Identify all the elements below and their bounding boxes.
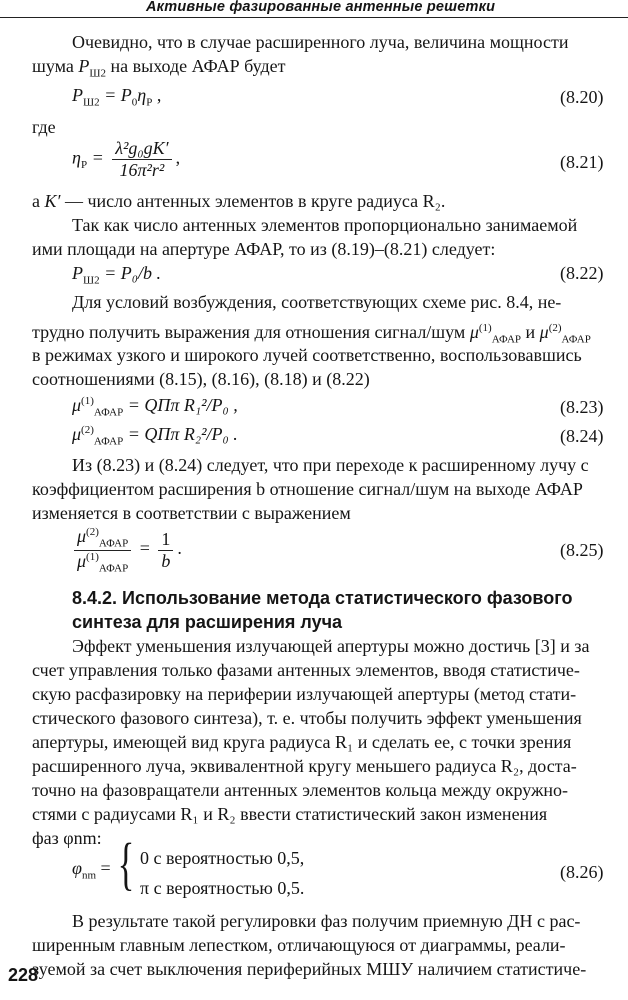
eq-number-8-20: (8.20)	[560, 87, 604, 107]
equation-8-21: $\eta_Р$ = $\frac{\text{λ²g₀gK′}}{\text{16π²r²}}$ ,	[72, 138, 181, 180]
eq-number-8-26: (8.26)	[560, 862, 604, 882]
para2-line2: Так как число антенных элементов пропорционально занимаемой	[72, 215, 578, 235]
eq-number-8-21: (8.21)	[560, 152, 604, 172]
page-number: 228	[8, 965, 39, 985]
sym: =	[96, 858, 111, 878]
sym: φ	[72, 858, 82, 878]
para6-line: В результате такой регулировки фаз получим приемную ДН с рас-	[72, 911, 581, 931]
equation-8-26-lhs	[72, 858, 111, 882]
sym: = P	[99, 85, 132, 105]
para5-line: апертуры, имеющей вид круга радиуса R₁ и сделать ее, с точки зрения	[32, 732, 572, 752]
sub: Ш2	[83, 96, 100, 109]
sym: = QΠπ R₂²/P₀ .	[123, 424, 238, 444]
sym: = P₀/b .	[99, 263, 162, 283]
para4-line1: Из (8.23) и (8.24) следует, что при переходе к расширенному лучу с	[72, 455, 589, 475]
subscript: Ш2	[89, 67, 106, 80]
para6-line: ширенным главным лепестком, отличающуюся от диаграммы, реали-	[32, 935, 566, 955]
sym: μ	[77, 526, 87, 546]
para5-line: счет управления только фазами антенных элементов, вводя статистиче-	[32, 660, 580, 680]
equation-8-23	[72, 395, 238, 419]
para5-line: фаз φnm:	[32, 828, 102, 848]
para1-line1: Очевидно, что в случае расширенного луча, величина мощности	[72, 32, 569, 52]
eq826-case2: π с вероятностью 0,5.	[140, 878, 305, 898]
sub: АФАР	[93, 406, 124, 419]
eq826-case1: 0 с вероятностью 0,5,	[140, 848, 305, 868]
equation-8-22	[72, 263, 161, 287]
sup: (2)	[86, 526, 99, 538]
sup: (1)	[86, 550, 99, 563]
denominator: 16π²r²	[119, 160, 165, 180]
para4-line3: изменяется в соответствии с выражением	[32, 503, 351, 523]
sub: АФАР	[98, 537, 129, 550]
sup: (2)	[81, 424, 94, 436]
sub: Р	[80, 159, 88, 172]
eq-number-8-22: (8.22)	[560, 263, 604, 283]
symbol: P	[78, 56, 90, 76]
mu-symbol: μ	[469, 322, 479, 342]
para3-line1: Для условий возбуждения, соответствующих схеме рис. 8.4, не-	[72, 292, 562, 312]
numerator: λ²g₀gK′	[112, 138, 171, 160]
running-header	[0, 0, 628, 18]
para3-line4: соотношениями (8.15), (8.16), (8.18) и (8.22)	[32, 369, 370, 389]
para2-line1	[32, 189, 445, 213]
section-heading-line2: синтеза для расширения луча	[72, 612, 343, 632]
equation-8-24	[72, 424, 238, 448]
para3-line3: в режимах узкого и широкого лучей соответственно, воспользовавшись	[32, 345, 582, 365]
sym: = QΠπ R₁²/P₀ ,	[123, 395, 238, 415]
numerator	[74, 526, 131, 551]
mu-symbol: μ	[539, 322, 549, 342]
subscript: АФАР	[561, 333, 591, 346]
sym: .	[177, 538, 182, 559]
para5-line: расширенного луча, эквивалентной кругу меньшего радиуса R₂, доста-	[32, 756, 577, 776]
text: и	[521, 322, 540, 342]
header-title: Активные фазированные антенные решетки	[146, 0, 496, 15]
sym: μ	[77, 550, 87, 571]
left-brace-icon: {	[117, 831, 135, 896]
fraction	[112, 138, 171, 181]
fraction-right	[158, 529, 173, 572]
fraction-left	[74, 526, 131, 574]
numerator: 1	[158, 529, 173, 551]
where-text: где	[32, 117, 56, 137]
para5-line: стического фазового синтеза), т. е. чтобы получить эффект уменьшения	[32, 708, 582, 728]
section-heading-line1: 8.4.2. Использование метода статистического фазового	[72, 588, 573, 608]
text: а	[32, 191, 45, 211]
sub: Р	[146, 96, 153, 109]
text: шума	[32, 56, 79, 76]
para2-line3: ими площади на апертуре АФАР, то из (8.19)–(8.21) следует:	[32, 239, 496, 259]
sym: =	[135, 538, 155, 559]
sup: (1)	[81, 395, 94, 407]
para5-line: стями с радиусами R₁ и R₂ ввести статистический закон изменения	[32, 804, 548, 824]
sym: P	[72, 263, 83, 283]
denominator	[74, 551, 131, 575]
para5-line: точно на фазовращатели антенных элементов кольца между окружно-	[32, 780, 569, 800]
superscript: (1)	[478, 322, 492, 334]
para6-line: зуемой за счет выключения периферийных МШУ наличием статистиче-	[32, 959, 587, 979]
equation-8-20	[72, 85, 161, 109]
subscript: АФАР	[491, 333, 522, 346]
sub: 0	[131, 96, 138, 109]
eq-number-8-23: (8.23)	[560, 397, 604, 417]
text: трудно получить выражения для отношения сигнал/шум	[32, 322, 470, 342]
para1-line2	[32, 54, 285, 86]
sub: Ш2	[83, 274, 100, 287]
sub: АФАР	[98, 562, 129, 575]
sym: ,	[152, 85, 162, 105]
sub: nm	[81, 869, 97, 882]
para5-line: Эффект уменьшения излучающей апертуры можно достичь [3] и за	[72, 636, 590, 656]
para4-line2: коэффициентом расширения b отношение сигнал/шум на выходе АФАР	[32, 479, 583, 499]
sym: η	[137, 85, 147, 105]
sym: η	[72, 147, 81, 168]
symbol: K′	[44, 191, 61, 211]
text: — число антенных элементов в круге радиуса R₂.	[60, 191, 446, 211]
sym: ,	[175, 147, 181, 168]
sym: μ	[72, 395, 82, 415]
sym: P	[72, 85, 83, 105]
eq-number-8-24: (8.24)	[560, 426, 604, 446]
sub: АФАР	[93, 435, 124, 448]
sym: μ	[72, 424, 82, 444]
superscript: (2)	[548, 322, 562, 334]
denominator: b	[161, 550, 171, 571]
text: на выходе АФАР будет	[106, 56, 286, 76]
eq-number-8-25: (8.25)	[560, 540, 604, 560]
para5-line: скую расфазировку на периферии излучающей апертуры (метод стати-	[32, 684, 577, 704]
equation-8-25	[70, 526, 182, 574]
